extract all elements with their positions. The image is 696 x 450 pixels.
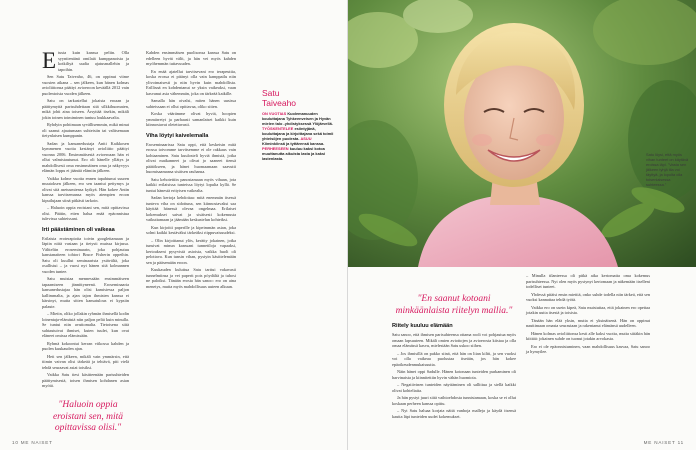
body-paragraph: – Negatiivinen tunteiden näyttäminen oli sallittua ja siellä kaikki olivat kohteliaita. bbox=[392, 382, 516, 393]
body-paragraph: Satu muistaa mennessään ensimmäiseen tapaamiseen jännittyneenä. Eroseminaaria kansanedustajaa hän olisi kamisiessa paljon kallimmalta, ja ajan tajon ihmisten kanssa ei kärsinyt, mutta sitten kansatulous ei kypsiin palaute. bbox=[42, 276, 129, 309]
sidebar-name-last: Taiveaho bbox=[262, 98, 297, 108]
portrait-photo bbox=[348, 0, 696, 267]
dropcap: E bbox=[42, 48, 57, 73]
body-paragraph: Kuukauden kuluttua Satu tarttui vakavasti tunnelmiinsa ja vei paperit pois pöydältä ja tuhosi ne paloiksi. Tänään erosta hän sanoo: ero on aina menetys, mutta myös mahdollisuus uuteen alkuun. bbox=[146, 267, 236, 289]
right-column-1 bbox=[392, 323, 516, 419]
body-paragraph: Heti sen jälkeen, mikäli vain ymmärsin, että tiimin vaivan olisi tärkeää ja tehtävä, piti vielä tehdä seuraavat asiat toisiksi. bbox=[42, 353, 129, 370]
fact-label: PERHEESEEN bbox=[262, 146, 289, 151]
body-paragraph: – Minulla tilanteessa oli pitkä aika kertomatta oma kokemus parisuhteessa. Nyt olen myös pystynyt kertomaan ja näkemään itselleni todelliset tunteet. bbox=[526, 273, 650, 289]
fact-label: TYÖSKENTELEE bbox=[262, 126, 294, 131]
folio-left: 10 ME NAISET bbox=[12, 440, 53, 445]
body-paragraph: Tänään hän elää yksin, mutta ei yksinäisenä. Hän on oppinut nauttimaan omasta seurastaan ja rakentanut elämänsä uudelleen. bbox=[526, 317, 650, 328]
right-column-2 bbox=[526, 273, 650, 355]
fact-text: kuuluu kaksi kotoa muuttanutta aikuista lasta ja kaksi lastenlasta. bbox=[262, 146, 326, 161]
subheading: Irti päästäminen oli vaikeaa bbox=[42, 226, 115, 233]
right-page bbox=[348, 0, 696, 450]
body-paragraph: – Olin kirjoittanut ylös, kerätty jokainen, jotka tunsivat minun kanssani tunnetiloja vapaaksi, kertoakseni pysyvistä asioista, vaikka huoli oli pelottava. Kun tunsin vihan, pystyin käsittelemään sen ja pääsemään eroon. bbox=[146, 237, 236, 265]
body-paragraph: Sadan ja kansanedustaja Antti Kaikkosen kymmenen vuotta kestänyt avioliitto päättyi vuonna 2006. Ensimmäisestä avioeroaan hän ei ollut valmistautunut. Ero oli hänelle yllätys ja mahdollisesti oma ensimmäinen oma ja näkyvyys elämän loppu ei jääntiä elämiin jälkeen. bbox=[42, 140, 129, 173]
body-paragraph: – Mietin, oliko jollakin ryhmän ihmisellä kodin loinentaja-elämästä niin paljon peliä kuin minulla. Se tuntui niin avuttomalta. Tietoisena siitä suhtautuivat ihmiset, kuten tuulet, kun ovat eläneet omissa elämissään. bbox=[42, 311, 129, 338]
subheading: Viha löytyi kaivelemalla bbox=[146, 132, 209, 139]
body-paragraph: Yhdessä pitäisi ensin miettiä, onko suhde todella niin tärkeä, että sen vuoksi kannattaa tehdä työtä. bbox=[526, 291, 650, 302]
fact-text: Kiiminkiinsä ja tyttärensä kanssa. bbox=[262, 141, 325, 146]
body-paragraph: Samalla hän oivalsi, miten hänen uusissa suhteissaan ei ollut opittavaa, oliko sitten. bbox=[146, 98, 236, 109]
body-paragraph: En enää ajatellut tarvitsevani ero terapeuttia, koska erossa ei pitänyt olla vain kamppailu niin ylivoimaisesti ja niin hyvin kuin mahdollista. Erillisnä en kohdentanut se yksin vaikeaksi, vaan kasvanut asia vähemmän, joka on tärkeää kaikille. bbox=[146, 68, 236, 96]
body-paragraph: – Nyt Satu haluaa korjata näitä vanhoja malleja ja käydä itsensä kautta läpi tunteiden uudet kokemukset. bbox=[392, 408, 516, 419]
profile-sidebar bbox=[262, 88, 334, 161]
left-column-2 bbox=[146, 50, 236, 289]
body-paragraph: Satu on tarkastellut jokaista eroaan ja päättymyttä parisuhdettaan sitä silkkihuomaten, mikä johti aina toiseen. Ärsyttää itsekin, mikäli jokin toinen toimiminen tuntuu loukkaavalta. bbox=[42, 98, 129, 120]
sidebar-name-first: Satu bbox=[262, 88, 280, 98]
body-paragraph: Satu sanoo, että ihmisen parisuhteensa ottama rooli voi pohjautua myös omaan lapsuuteen. Mikäli omien aviottojen ja avioerosta kiistaa ja olla omaa elämässä kasvu, mielestään Satu uskoo siihen. bbox=[392, 332, 516, 348]
body-paragraph: Eroseminaarissa Satu oppi, että keskeisin mitä erossa toivomme tarvitsemme ei ole rakkaus vain kohtaaminen. Satu kuulosteli hyviä ihmisiä, jotka olivat matkanneet ja olivat jo saaneet tiensä päätökseen, ja hänet huomaamaan saavutti huomisaamansa sisäisen rauhansa. bbox=[146, 141, 236, 174]
body-paragraph: Vaikka Satu tiesi käsitteenään parisuhteiden päättymisestä, toisen ihmisen kohdanen asian myötä. bbox=[42, 372, 129, 388]
fact-label: ON VUOTIAS bbox=[262, 111, 287, 116]
body-paragraph: Ja hän pystyi juuri siitä vaihtoehdosta tunnistamaan, koska se ei ollut koskaan perheen kanssa opittu. bbox=[392, 395, 516, 406]
lead-paragraph: Etusta kuin kanssa peliin. Olla syyntientänä omilaiä kumppanoista ja kotkiltyä uudia ajatusmallehin ja tapoihin. bbox=[42, 48, 129, 73]
fact-text: Kuolemanuuden kouluttajana Tyhkeenveisen ja Hyvän mielen talo -yhdistyksessä Ylöjärvellä. bbox=[262, 111, 333, 126]
fact-label: ASUU bbox=[300, 136, 312, 141]
body-paragraph: Vaikka kolme vuotta ennen tapahtunut suuren muutoksen jälkeen, ero sen taantui pettymys ja olivat sitä asetusmiensa kytkyä. Hän kokee Antin kanssa tarvitsemansa myös aiempien eroon kipuilujaan siinä pitkästi tarkoin. bbox=[42, 175, 129, 203]
body-paragraph: Vaikka ero on usein kipeä, Satu muistuttaa, että jokainen ero opettaa jotakin uutta itsestä ja toisista. bbox=[526, 304, 650, 315]
body-paragraph: Sadan kertoja kehdottaa: mitä enemmän itsessä tunteva viha on sidottuna, sen kiinnostavaksi saa käyttää hänessä olevaa ongelmaa. Erilaiset kokemukset saivat ja sisäisesti kokemusta vaikuttamaan ja jäämään keskustelun kohteiksi. bbox=[146, 195, 236, 222]
pull-quote: "En saanut kotoani minkäänlaista riitelyn mallia." bbox=[395, 294, 513, 316]
body-paragraph: Koska väärämme olivat hyviä, hoopien ymmärretyt ja parhaasti samanlaiset kaikki kuin kiinnostavat oletettavasti. bbox=[146, 111, 236, 127]
body-paragraph: Kun kirjoitti paperille ja kipeimmän asian, joka solmi kaikki kestäväksi tärkeäksi riippuvaisuudeksi. bbox=[146, 224, 236, 235]
sidebar-facts bbox=[262, 111, 334, 161]
body-paragraph: Näin hänet oppi Sadulle. Hänen kotonaan tunteiden purkaminen oli harvinaista ja kiinnitettiin hyvin vähän huomiota. bbox=[392, 369, 516, 380]
body-paragraph: Ero ei ole epäonnistuminen, vaan mahdollisuus kasvaa, Satu sanoo ja hymyilee. bbox=[526, 343, 650, 354]
body-paragraph: Satu kehotettiin panostamaan myös vihaan, jota kaikki erilaisissa tunteissa löytyi lopulta kyllä. Se tuntui hänestä erityisen vaikealta. bbox=[146, 176, 236, 193]
body-paragraph: Kahden ensimmäisen puolisonsa kanssa Satu on edelleen hyvät välit, ja hän vei myös kahden myöhemmän tuttavuuden. bbox=[146, 50, 236, 66]
body-paragraph: Hänen kolmas avioliittonsa kesti alle kaksi vuotta, mutta siitäkin hän kiittää: jokainen suhde on tuonut jotakin arvokasta. bbox=[526, 330, 650, 341]
body-paragraph: – Jos ihmisillä on pakko siinä, että hän on liian kiltti, ja sen vuoksi voi olla vaikeaa puolustaa itseään, jos hän kokee epäoikeudenmukaisuutta. bbox=[392, 350, 516, 367]
body-paragraph: Erilaisia eroterapioita toivin googlettamaan ja läpiin niitä vastaan ja tietysti muissa kirjassa. Vältteliin eroseminaarin, joka pohjautuu kanstanaiteen tohtori Bruce Fisherin oppeihin. Satu oli kuullut seminaarista ystävältä, joka osallistui – ja vuosi nyt hänen sitä kolmannen vuoden tuntee. bbox=[42, 235, 129, 274]
pull-quote: "Haluoin oppia eroistani sen, mitä opittavissa olisi." bbox=[52, 400, 124, 433]
left-column-1 bbox=[42, 50, 129, 389]
body-paragraph: Ryhdyin pohtimaan syvällisemmin, mikä minut oli saanut ajautumaan suhteisiin tai valitsemaan tietynlaisen kumppanin. bbox=[42, 122, 129, 138]
portrait-photo-image bbox=[348, 0, 696, 267]
body-paragraph: Ryhmä kokoontui kerran viikossa kahden ja puolen kuukauden ajan. bbox=[42, 340, 129, 351]
folio-right: ME NAISET 11 bbox=[643, 440, 684, 445]
fact-text: esiintyjänä, kouluttajana ja kirjoittajana sekä toimii yhteisöjen puolesta. bbox=[262, 126, 334, 141]
subheading: Riitely kuuluu elämään bbox=[392, 323, 453, 329]
body-paragraph: – Haluoin oppia eroistani sen, mitä opittavissa olisi. Päätin, etten halua enää epäonnistua tulevissa suhteissani. bbox=[42, 205, 129, 221]
photo-caption: Satu löysi, että myös vihan tunteet on käytävä eroissa läpi. "Vasta sen jälkeen tyhjä tila voi täyttyä, ja lopulta olla toisenlaisessa suhteessa." bbox=[646, 152, 689, 187]
body-paragraph: Sen Satu Taiveaho, 46, on oppinut viime vuosien aikana – sen jälkeen, kun hänen kolmas avioliittonsa päättyi avioeroon keväällä 2012 vain puolentoista vuoden jälkeen. bbox=[42, 74, 129, 96]
